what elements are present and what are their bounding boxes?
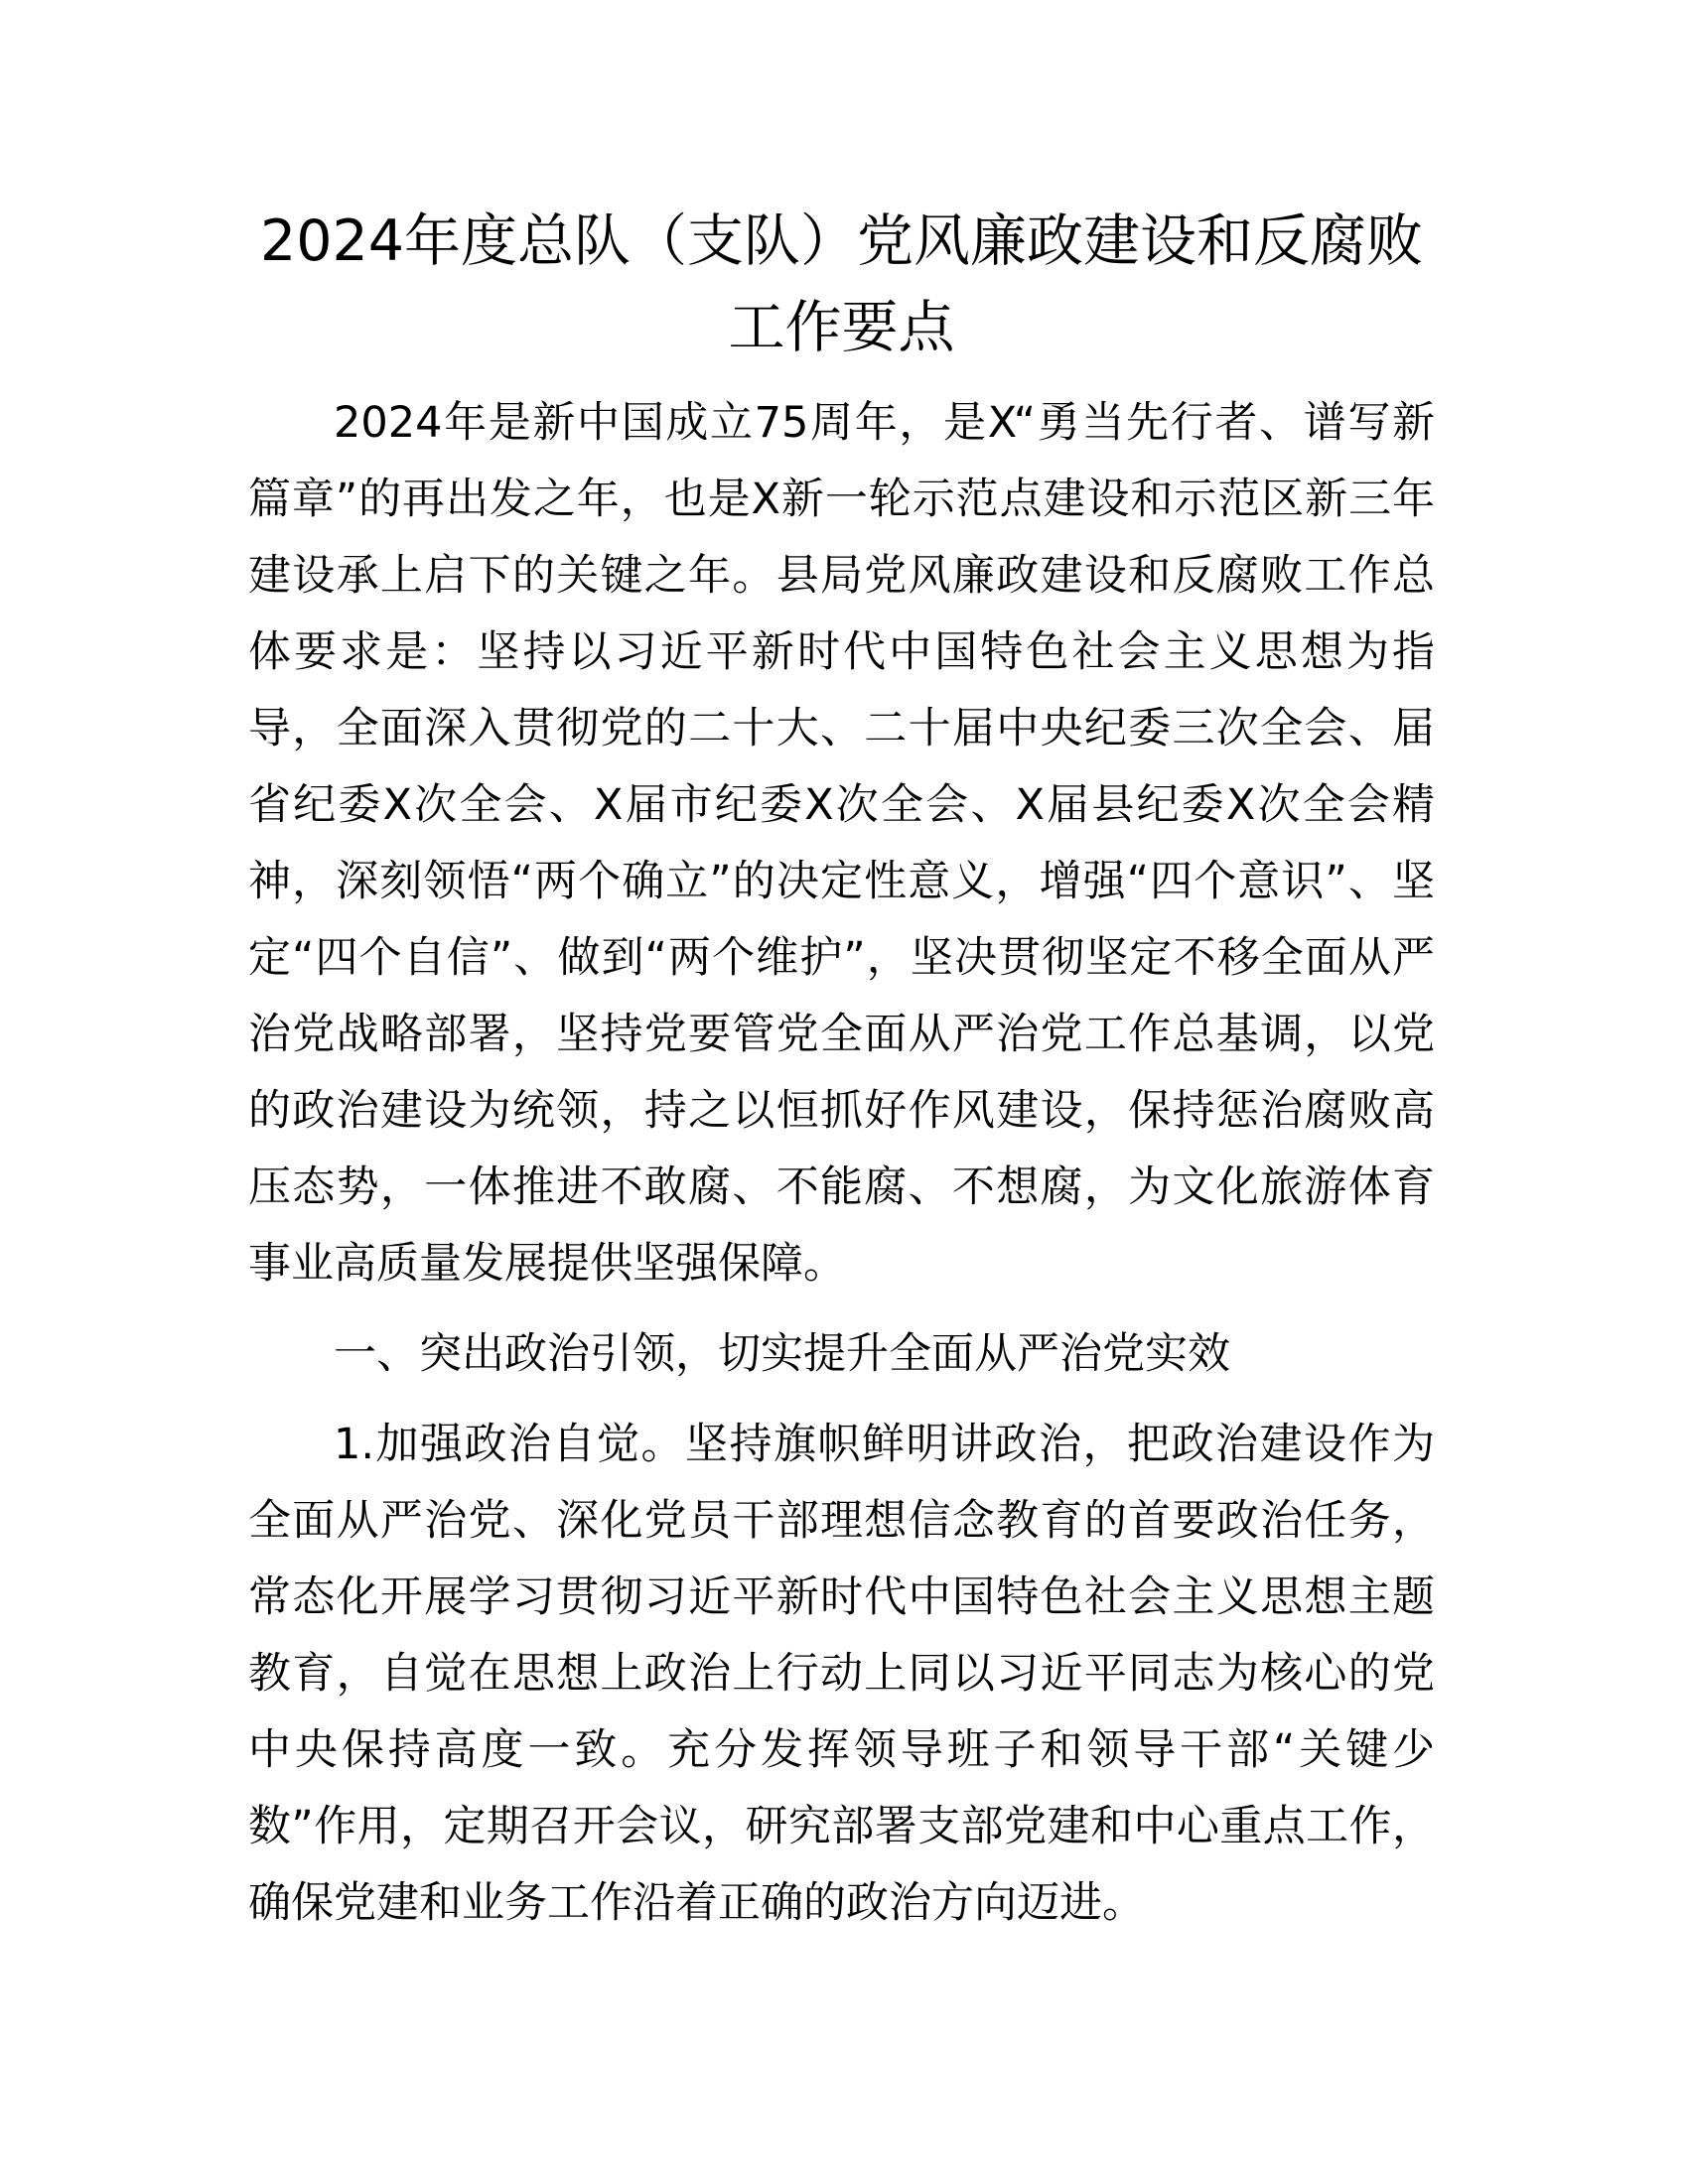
section-heading-1: 一、突出政治引领，切实提升全面从严治党实效 [334,1329,1230,1379]
document-title: 2024年度总队（支队）党风廉政建设和反腐败工作要点 [259,208,1424,360]
document-page [248,199,1435,2035]
intro-paragraph: 2024年是新中国成立75周年，是X“勇当先行者、谱写新篇章”的再出发之年，也是X新一轮示范点建设和示范区新三年建设承上启下的关键之年。县局党风廉政建设和反腐败工作总体要求是：坚持以习近平新时代中国特色社会主义思想为指导，全面深入贯彻党的二十大、二十届中央纪委三次全会、届省纪委X次全会、X届市纪委X次全会、X届县纪委X次全会精神，深刻领悟“两个确立”的决定性意义，增强“四个意识”、坚定“四个自信”、做到“两个维护”，坚决贯彻坚定不移全面从严治党战略部署，坚持党要管党全面从严治党工作总基调，以党的政治建设为统领，持之以恒抓好作风建设，保持惩治腐败高压态势，一体推进不敢腐、不能腐、不想腐，为文化旅游体育事业高质量发展提供坚强保障。 [248,398,1435,1289]
item-paragraph-1: 1.加强政治自觉。坚持旗帜鲜明讲政治，把政治建设作为全面从严治党、深化党员干部理想信念教育的首要政治任务，常态化开展学习贯彻习近平新时代中国特色社会主义思想主题教育，自觉在思想上政治上行动上同以习近平同志为核心的党中央保持高度一致。充分发挥领导班子和领导干部“关键少数”作用，定期召开会议，研究部署支部党建和中心重点工作，确保党建和业务工作沿着正确的政治方向迈进。 [248,1420,1435,1928]
